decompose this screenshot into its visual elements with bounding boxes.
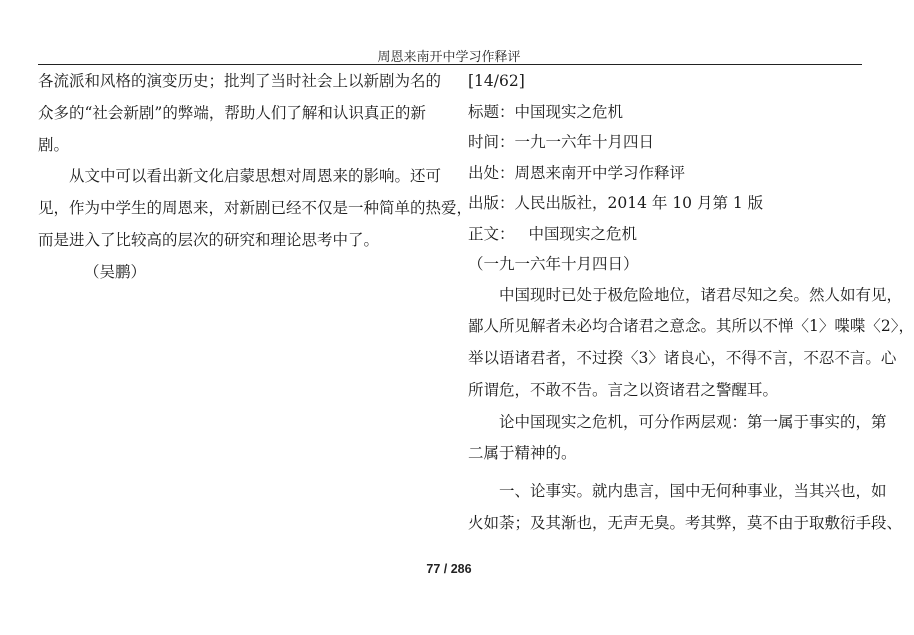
field-time <box>468 127 864 158</box>
body-line: 鄙人所见解者未必均合诸君之意念。其所以不惮〈1〉喋喋〈2〉， <box>468 317 914 336</box>
author-signature: （吴鹏） <box>84 262 147 281</box>
left-column <box>38 66 473 289</box>
left-line: 从文中可以看出新文化启蒙思想对周恩来的影响。还可 <box>69 167 442 186</box>
left-line: 众多的“社会新剧”的弊端，帮助人们了解和认识真正的新 <box>38 103 426 122</box>
field-value: 中国现实之危机 <box>528 224 638 243</box>
field-value: 人民出版社，2014 年 10 月第 1 版 <box>514 194 764 212</box>
field-publisher <box>468 188 864 219</box>
left-line: 而是进入了比较高的层次的研究和理论思考中了。 <box>38 230 380 249</box>
field-label: 出版： <box>468 194 515 212</box>
date-line: （一九一六年十月四日） <box>468 255 639 273</box>
body-line: 火如荼；及其渐也，无声无臭。考其弊，莫不由于取敷衍手段、 <box>468 514 903 533</box>
body-line: 中国现时已处于极危险地位，诸君尽知之矣。然人如有见， <box>499 285 903 304</box>
entry-id: [14/62] <box>468 72 525 90</box>
left-line: 见，作为中学生的周恩来，对新剧已经不仅是一种简单的热爱， <box>38 199 473 218</box>
left-line: 各流派和风格的演变历史；批判了当时社会上以新剧为名的 <box>38 72 442 90</box>
field-title <box>468 97 864 128</box>
body-line: 二属于精神的。 <box>468 444 577 463</box>
running-header: 周恩来南开中学习作释评 <box>377 50 521 65</box>
body-line: 一、论事实。就内患言，国中无何种事业，当其兴也，如 <box>499 482 887 501</box>
field-value: 中国现实之危机 <box>514 102 624 121</box>
right-column <box>468 66 914 540</box>
field-label: 时间： <box>468 133 515 151</box>
field-label: 标题： <box>468 102 515 121</box>
field-label: 正文： <box>468 224 515 243</box>
left-line: 剧。 <box>38 135 70 154</box>
field-source <box>468 158 864 189</box>
body-line: 举以语诸君者，不过揆〈3〉诸良心，不得不言，不忍不言。心 <box>468 349 897 368</box>
body-line: 论中国现实之危机，可分作两层观：第一属于事实的，第 <box>499 412 887 431</box>
page-number: 77 / 286 <box>426 562 472 576</box>
body-line: 所谓危，不敢不告。言之以资诸君之警醒耳。 <box>468 380 779 399</box>
header-rule <box>38 64 862 65</box>
field-value: 一九一六年十月四日 <box>514 133 655 151</box>
field-label: 出处： <box>468 163 515 182</box>
field-value: 周恩来南开中学习作释评 <box>514 163 686 182</box>
field-body <box>468 219 864 250</box>
